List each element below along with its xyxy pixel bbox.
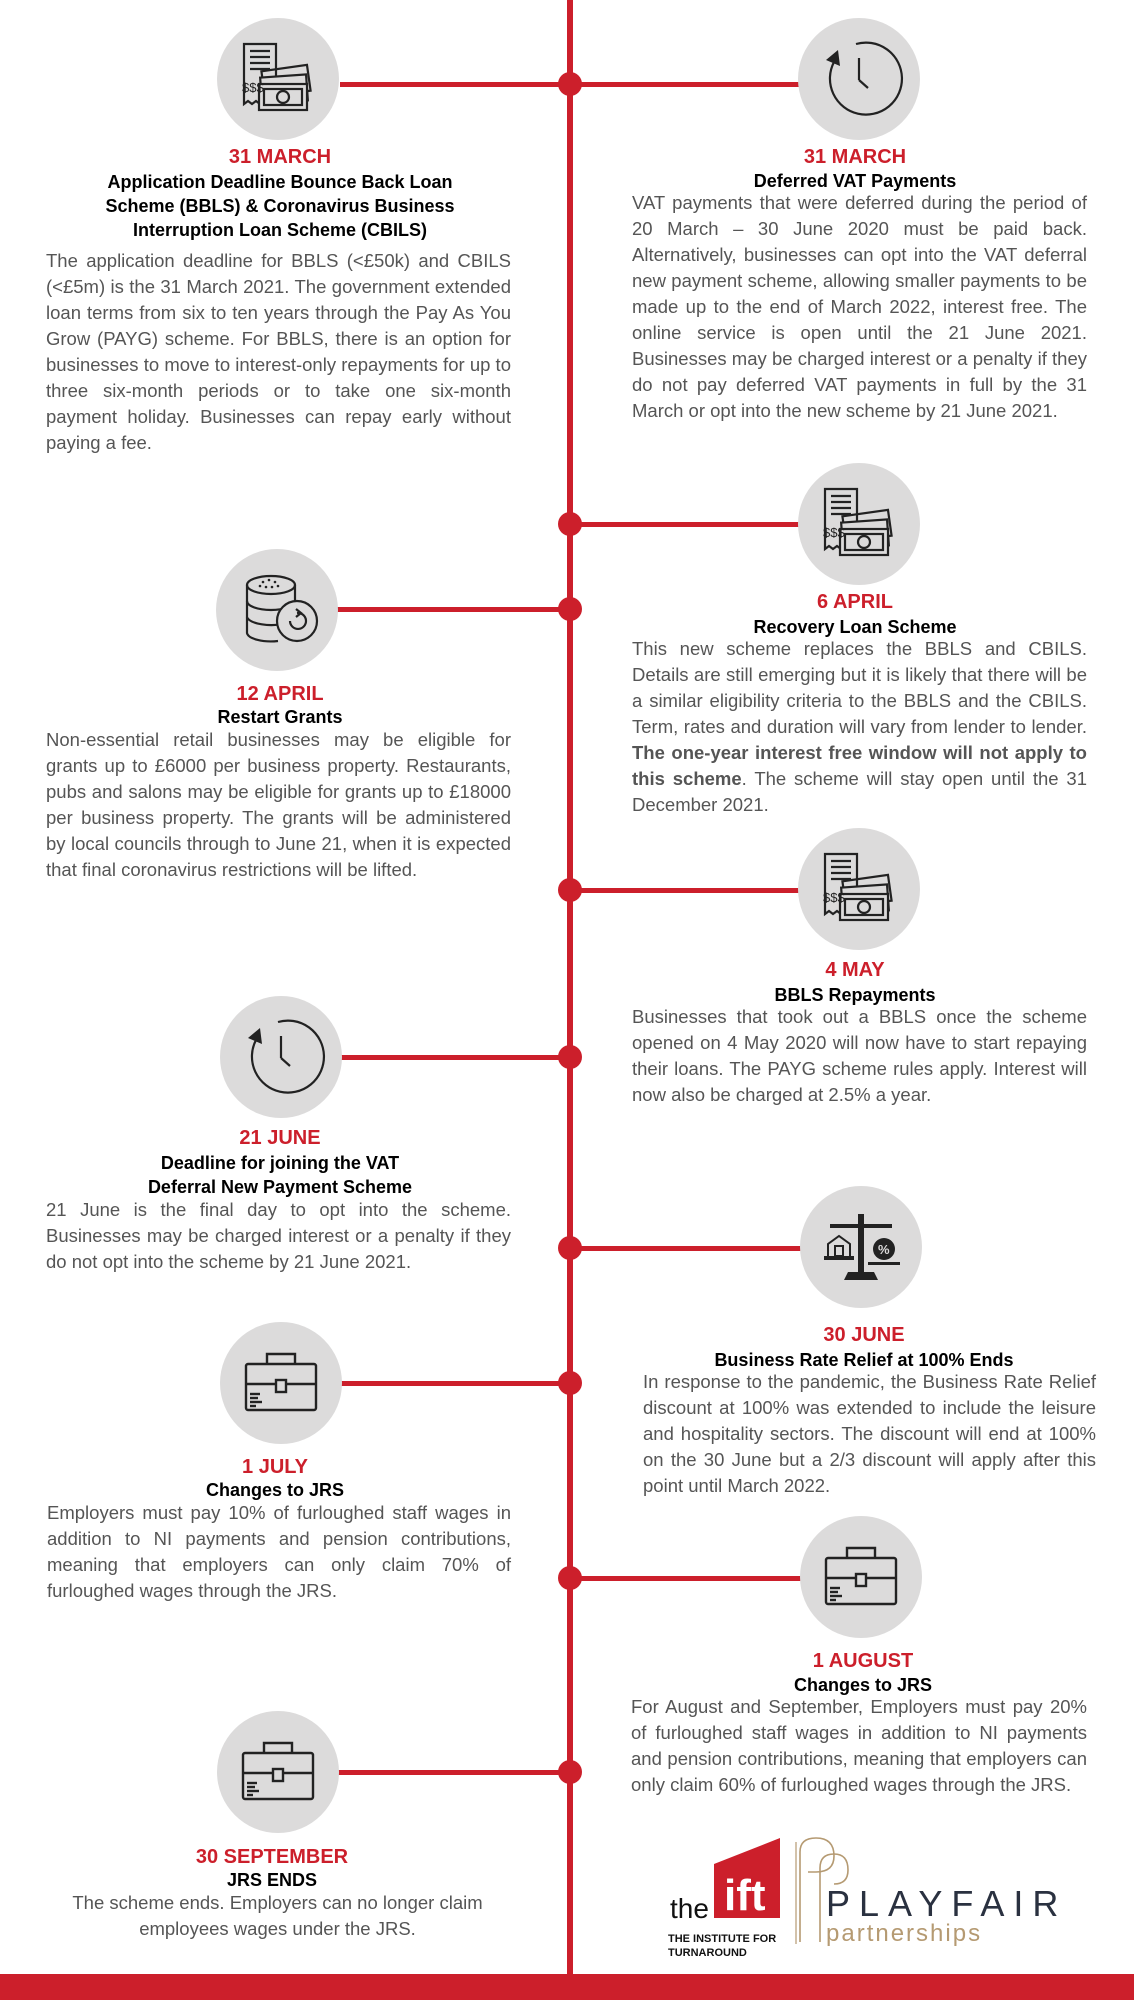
event-title-line: Deadline for joining the VAT [160,1153,400,1173]
connector [335,607,570,612]
event-description-part: . The scheme will stay open until the 31 December 2021. [632,768,1087,815]
playfair-logo [790,1832,1070,1960]
svg-text:$$$: $$$ [823,525,845,540]
event-date: 30 JUNE [823,1324,905,1346]
event-description: Non-essential retail businesses may be eligible for grants up to £6000 per business property. Restaurants, pubs and salons may be eligible for grants up to £18000 per business property. The grants will be administered by local councils through to June 21, when it is expected that final coronavirus restrictions will be lifted. [46,729,511,880]
event-description-part: This new scheme replaces the BBLS and CBILS. Details are still emerging but it is likely that there will be a similar eligibility criteria to the BBLS and the CBILS. Term, rates and duration will vary from lender to lender. [632,638,1087,737]
connector [570,888,802,893]
svg-text:$$$: $$$ [823,890,845,905]
ift-mark: ift [724,1871,766,1920]
event-title: Restart Grants [217,707,343,727]
clock-icon [220,996,342,1118]
event-title: Recovery Loan Scheme [753,617,957,637]
svg-text:$$$: $$$ [242,80,264,95]
playfair-name: PLAYFAIR [826,1883,1068,1924]
event-description: Employers must pay 10% of furloughed staff wages in addition to NI payments and pension contributions, meaning that employers can only claim 70% of furloughed wages through the JRS. [47,1502,511,1601]
timeline-spine [567,0,573,1975]
event-date: 4 MAY [825,959,885,981]
briefcase-icon [217,1711,339,1833]
event-date: 1 AUGUST [812,1650,914,1672]
ift-word: the [670,1893,709,1924]
event-description: 21 June is the final day to opt into the scheme. Businesses may be charged interest or a penalty if they do not opt into the scheme by 21 June 2021. [46,1199,511,1272]
briefcase-icon [220,1322,342,1444]
event-title: Application Deadline Bounce Back Loan Scheme (BBLS) & Coronavirus Business Interruption Loan Scheme (CBILS) [105,172,455,240]
event-description: The scheme ends. Employers can no longer claim employees wages under the JRS. [72,1892,483,1939]
ift-tagline-1: THE INSTITUTE FOR [668,1933,777,1945]
event-title: Deferred VAT Payments [753,171,957,191]
event-description-bold: The one-year interest free window will not apply to this scheme [632,742,1087,789]
playfair-sub: partnerships [826,1920,983,1947]
event-date: 6 APRIL [817,591,893,613]
event-description: For August and September, Employers must pay 20% of furloughed staff wages in addition to NI payments and pension contributions, meaning that employers can only claim 60% of furloughed wages through the JRS. [631,1696,1087,1795]
event-date: 31 MARCH [803,146,907,168]
event-description: In response to the pandemic, the Business Rate Relief discount at 100% was extended to include the leisure and hospitality sectors. The discount will end at 100% on the 30 June but a 2/3 discount will apply after this point until March 2022. [643,1371,1096,1496]
connector [570,1576,804,1581]
event-title: Changes to JRS [793,1675,933,1695]
receipt-money-icon [217,18,339,140]
coin-stack-icon [216,549,338,671]
clock-icon [798,18,920,140]
connector [340,82,570,87]
connector [570,522,802,527]
event-title: Changes to JRS [205,1480,345,1500]
svg-text:%: % [878,1242,890,1257]
receipt-money-icon [798,463,920,585]
briefcase-icon [800,1516,922,1638]
event-title: Business Rate Relief at 100% Ends [714,1350,1014,1370]
connector [335,1055,570,1060]
event-description: Businesses that took out a BBLS once the scheme opened on 4 May 2020 will now have to start repaying their loans. The PAYG scheme rules apply. Interest will now also be charged at 2.5% a year. [632,1006,1087,1105]
ift-tagline-2: TURNAROUND [668,1947,747,1959]
event-date: 12 APRIL [236,683,324,705]
event-title: BBLS Repayments [774,985,936,1005]
event-date: 31 MARCH [228,146,332,168]
event-date: 30 SEPTEMBER [195,1846,349,1868]
event-title-line: Deferral New Payment Scheme [147,1177,413,1197]
connector [570,1246,804,1251]
ift-logo [664,1832,794,1962]
footer-bar [0,1974,1134,2000]
event-date: 1 JULY [242,1456,308,1478]
scale-percent-icon [800,1186,922,1308]
connector [570,82,802,87]
connector [335,1770,570,1775]
receipt-money-icon [798,828,920,950]
event-title: JRS ENDS [226,1870,318,1890]
event-description [632,636,1087,818]
event-description: VAT payments that were deferred during the period of 20 March – 30 June 2020 must be paid back. Alternatively, businesses can opt into the VAT deferral new payment scheme, allowing smaller payments to be made up to the end of March 2022, interest free. The online service is open until the 21 June 2021. Businesses may be charged interest or a penalty if they do not pay deferred VAT payments in full by the 31 March or opt into the new scheme by 21 June 2021. [632,192,1087,421]
connector [340,1381,570,1386]
event-description: The application deadline for BBLS (<£50k) and CBILS (<£5m) is the 31 March 2021. The government extended loan terms from six to ten years through the Pay As You Grow (PAYG) scheme. For BBLS, there is an option for businesses to move to interest-only repayments for up to three six-month periods or to take one six-month payment holiday. Businesses can repay early without paying a fee. [46,250,511,453]
event-date: 21 JUNE [239,1127,321,1149]
